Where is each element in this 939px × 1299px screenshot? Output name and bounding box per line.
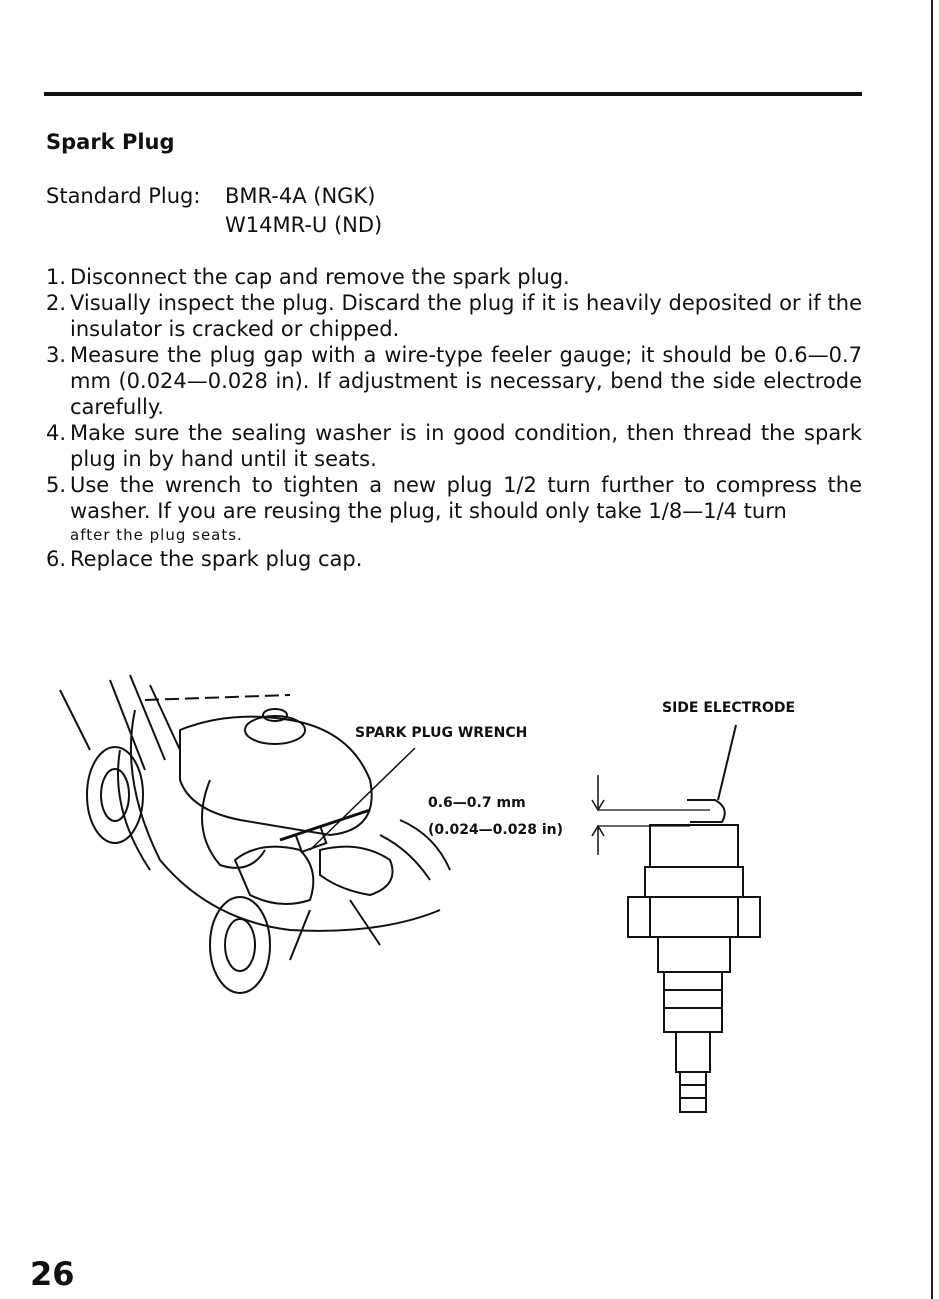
step-3: [46, 342, 862, 420]
header-rule: [44, 92, 862, 96]
standard-plug-label: Standard Plug:: [46, 184, 201, 208]
step-text: Use the wrench to tighten a new plug 1/2 turn further to compress the washer. If you are reusing the plug, it should only take 1/8—1/4 turn: [70, 473, 862, 523]
section-title: Spark Plug: [46, 130, 175, 154]
page-edge: [931, 0, 933, 1299]
label-gap-in: (0.024—0.028 in): [428, 822, 564, 838]
step-text: Measure the plug gap with a wire-type feeler gauge; it should be 0.6—0.7 mm (0.024—0.028 in). If adjustment is necessary, bend the side electrode carefully.: [70, 343, 862, 419]
standard-plug-ngk: BMR-4A (NGK): [225, 184, 376, 208]
standard-plug-nd: W14MR-U (ND): [225, 213, 383, 237]
label-gap-mm: 0.6—0.7 mm: [428, 795, 526, 811]
step-number: 6.: [46, 547, 67, 571]
step-5: [46, 472, 862, 546]
step-1: [46, 264, 862, 290]
step-text: Make sure the sealing washer is in good condition, then thread the spark plug in by hand until it seats.: [70, 421, 862, 471]
step-6: [46, 546, 862, 572]
step-text: Visually inspect the plug. Discard the plug if it is heavily deposited or if the insulator is cracked or chipped.: [70, 291, 862, 341]
step-note: after the plug seats.: [70, 526, 243, 544]
step-number: 2.: [46, 291, 67, 315]
procedure-steps: [46, 264, 862, 572]
step-4: [46, 420, 862, 472]
step-number: 4.: [46, 421, 67, 445]
step-number: 3.: [46, 343, 67, 367]
step-text: Disconnect the cap and remove the spark plug.: [70, 265, 570, 289]
label-side-electrode: SIDE ELECTRODE: [662, 700, 796, 716]
spark-plug-figure: [50, 660, 880, 1130]
page-number: 26: [30, 1255, 75, 1293]
label-spark-plug-wrench: SPARK PLUG WRENCH: [355, 725, 528, 741]
step-2: [46, 290, 862, 342]
step-text: Replace the spark plug cap.: [70, 547, 363, 571]
step-number: 1.: [46, 265, 67, 289]
step-number: 5.: [46, 473, 67, 497]
